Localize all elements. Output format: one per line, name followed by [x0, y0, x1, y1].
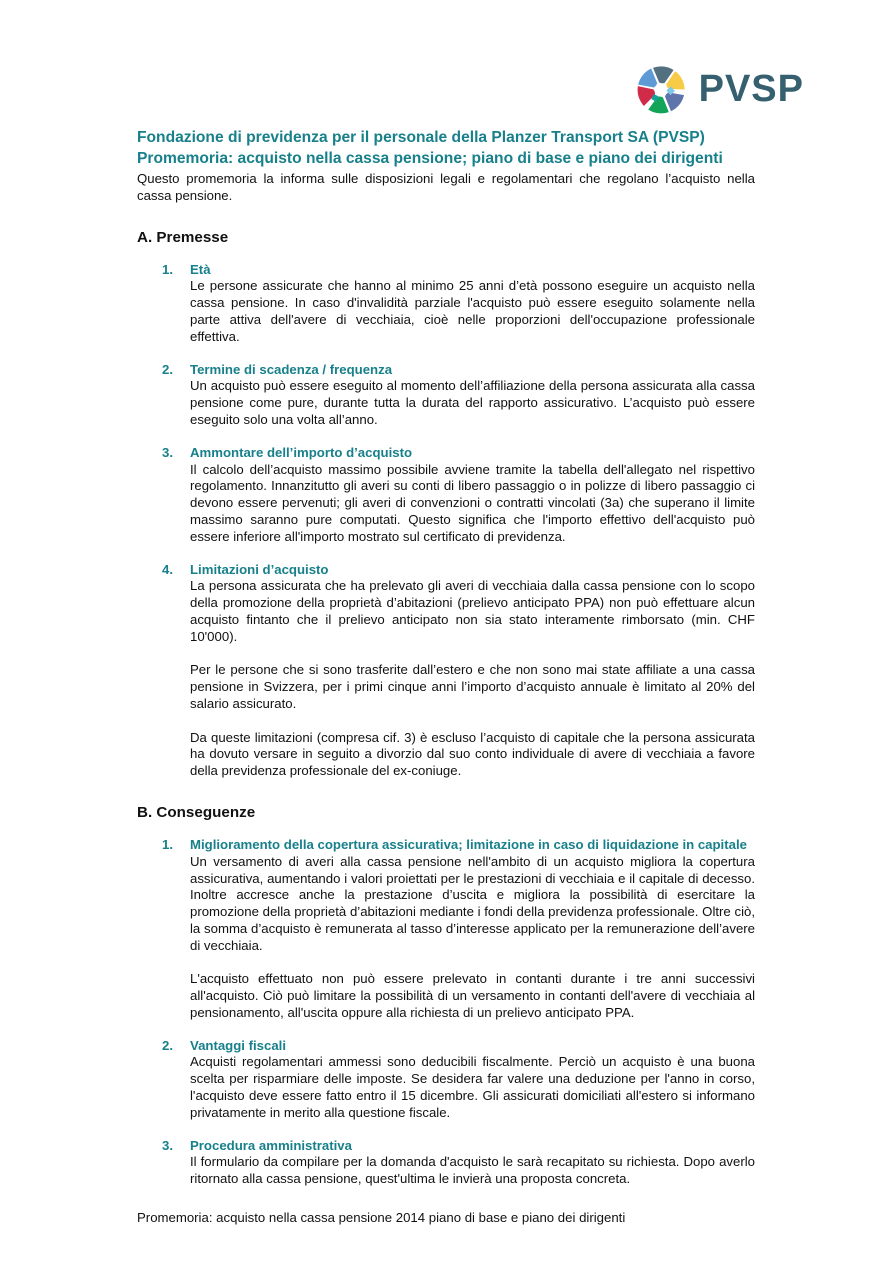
intro-paragraph: Questo promemoria la informa sulle disposizioni legali e regolamentari che regolano l’acquisto nella cassa pensione.: [137, 171, 755, 203]
item-paragraph: Per le persone che si sono trasferite dall’estero e che non sono mai state affiliate a una cassa pensione in Svizzera, per i primi cinque anni l’importo d’acquisto annuale è limitato al 20% del salario assicurato.: [190, 662, 755, 711]
item-paragraph: Un acquisto può essere eseguito al momento dell’affiliazione della persona assicurata alla cassa pensione come pure, durante tutta la durata del rapporto assicurativo. L’acquisto può essere eseguito solo una volta all’anno.: [190, 378, 755, 427]
list-item-b1: [137, 837, 755, 1022]
item-heading: Età: [190, 261, 211, 277]
document-body: [137, 127, 755, 1227]
item-number: 1.: [162, 261, 173, 277]
list-item-b2: [137, 1038, 755, 1122]
pinwheel-flower-icon: [635, 60, 689, 118]
item-heading: Termine di scadenza / frequenza: [190, 361, 393, 377]
item-heading: Vantaggi fiscali: [190, 1037, 287, 1053]
item-heading: Ammontare dell’importo d’acquisto: [190, 444, 413, 460]
item-number: 4.: [162, 561, 173, 577]
list-item-a4: [137, 562, 755, 780]
list-item-a1: [137, 262, 755, 346]
document-title: Fondazione di previdenza per il personale della Planzer Transport SA (PVSP): [137, 129, 705, 146]
item-number: 3.: [162, 444, 173, 460]
footer-text: Promemoria: acquisto nella cassa pensione 2014 piano di base e piano dei dirigenti: [137, 1210, 626, 1226]
item-number: 2.: [162, 361, 173, 377]
item-paragraph: Le persone assicurate che hanno al minimo 25 anni d’età possono eseguire un acquisto nella cassa pensione. In caso d'invalidità parziale l'acquisto può essere eseguito solamente nella parte attiva dell'avere di vecchiaia, cioè nelle proporzioni dell'occupazione professionale effettiva.: [190, 278, 755, 344]
item-heading: Miglioramento della copertura assicurativa; limitazione in caso di liquidazione in capitale: [190, 836, 747, 852]
item-number: 2.: [162, 1037, 173, 1053]
item-paragraph: Acquisti regolamentari ammessi sono deducibili fiscalmente. Perciò un acquisto è una buona scelta per risparmiare delle imposte. Se desidera far valere una deduzione per l'anno in corso, l'acquisto deve essere fatto entro il 15 dicembre. Gli assicurati domiciliati all'estero si informano privatamente in merito alla questione fiscale.: [190, 1054, 755, 1120]
section-heading-premesse: A. Premesse: [137, 228, 229, 246]
list-item-a3: [137, 445, 755, 546]
item-number: 1.: [162, 836, 173, 852]
pvsp-logo: [635, 60, 804, 118]
list-item-b3: [137, 1138, 755, 1188]
item-number: 3.: [162, 1137, 173, 1153]
list-item-a2: [137, 362, 755, 429]
logo-wordmark: PVSP: [698, 68, 804, 110]
item-paragraph: L'acquisto effettuato non può essere prelevato in contanti durante i tre anni successivi all'acquisto. Ciò può limitare la possibilità di un versamento in contanti dell'avere di vecchiaia al pensionamento, all'uscita oppure alla richiesta di un prelievo anticipato PPA.: [190, 971, 755, 1020]
item-paragraph: Il formulario da compilare per la domanda d'acquisto le sarà recapitato su richiesta. Dopo averlo ritornato alla cassa pensione, quest'ultima le invierà una proposta concreta.: [190, 1154, 755, 1187]
item-heading: Procedura amministrativa: [190, 1137, 352, 1153]
item-paragraph: Un versamento di averi alla cassa pensione nell'ambito di un acquisto migliora la copertura assicurativa, aumentando i valori proiettati per le prestazioni di vecchiaia e il capitale di decesso. Inoltre accresce anche la prestazione d’uscita e migliora la possibilità di esercitare la promozione della proprietà d’abitazioni mediante i fondi della previdenza professionale. Oltre ciò, la somma d’acquisto è remunerata al tasso d’interesse applicato per la remunerazione dell’avere di vecchiaia.: [190, 853, 755, 953]
item-paragraph: Da queste limitazioni (compresa cif. 3) è escluso l’acquisto di capitale che la persona assicurata ha dovuto versare in seguito a divorzio dal suo conto individuale di avere di vecchiaia a favore della previdenza professionale del ex-coniuge.: [190, 729, 755, 779]
section-heading-conseguenze: B. Conseguenze: [137, 803, 256, 821]
document-subtitle: Promemoria: acquisto nella cassa pensione; piano di base e piano dei dirigenti: [137, 150, 723, 167]
item-heading: Limitazioni d’acquisto: [190, 561, 329, 577]
item-paragraph: Il calcolo dell’acquisto massimo possibile avviene tramite la tabella dell'allegato nel rispettivo regolamento. Innanzitutto gli averi su conti di libero passaggio o in polizze di libero passaggio ci devono essere pervenuti; gli averi di convenzioni o contratti vincolati (3a) che superano il limite massimo saranno pure computati. Questo significa che l'importo effettivo dell'acquisto può essere inferiore all'importo mostrato sul certificato di previdenza.: [190, 461, 755, 544]
item-paragraph: La persona assicurata che ha prelevato gli averi di vecchiaia dalla cassa pensione con lo scopo della promozione della proprietà d’abitazioni (prelievo anticipato PPA) non può effettuare alcun acquisto fintanto che il prelievo anticipato non sia stato interamente rimborsato (min. CHF 10'000).: [190, 578, 755, 644]
